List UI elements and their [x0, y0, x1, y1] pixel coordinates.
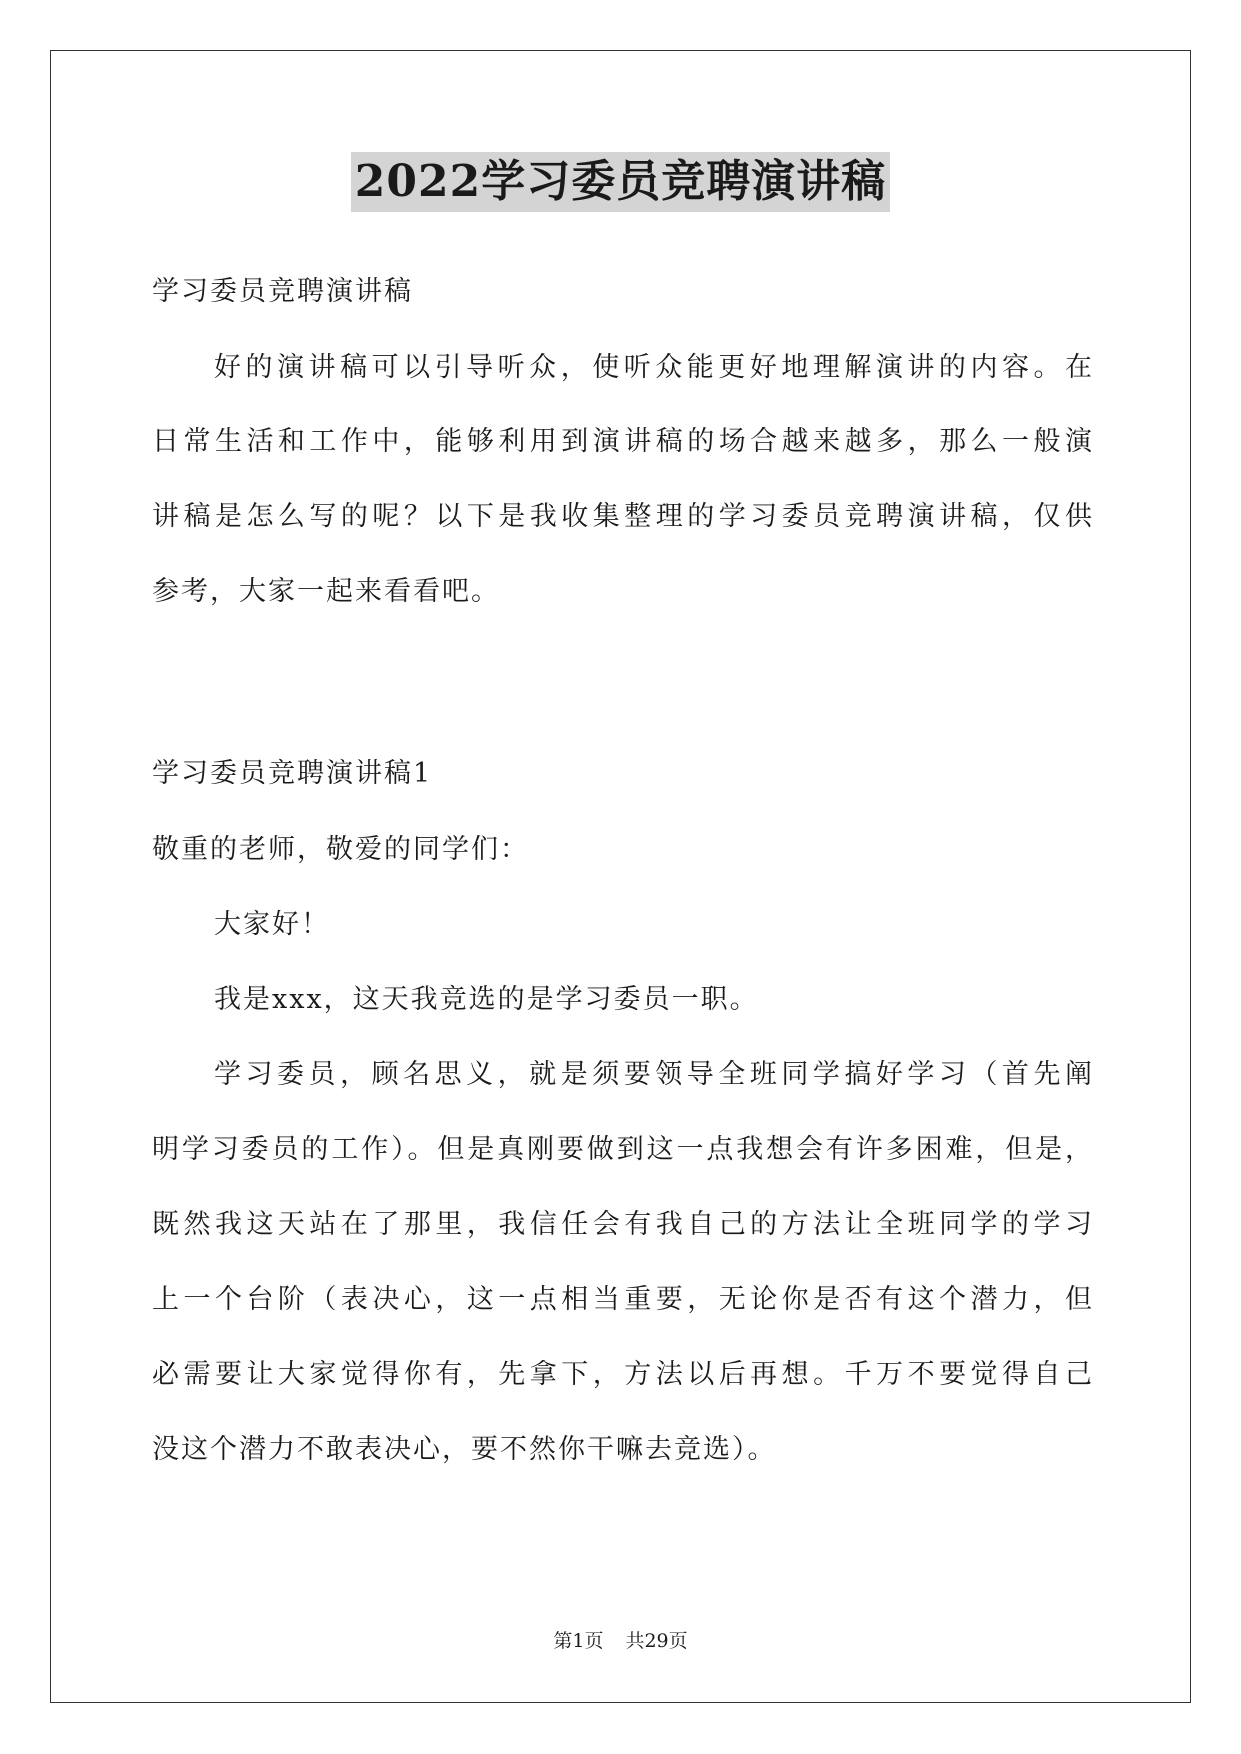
section-heading: 学习委员竞聘演讲稿: [152, 276, 413, 307]
section-heading: 学习委员竞聘演讲稿1: [152, 758, 433, 789]
page-footer: [0, 1628, 1241, 1654]
total-pages: 共29页: [625, 1630, 688, 1652]
paragraph-line: 日常生活和工作中，能够利用到演讲稿的场合越来越多，那么一般演: [152, 426, 1092, 457]
document-title: 2022学习委员竞聘演讲稿: [351, 152, 890, 212]
paragraph-line: 我是xxx，这天我竞选的是学习委员一职。: [214, 984, 759, 1015]
paragraph-line: 参考，大家一起来看看吧。: [152, 576, 500, 607]
paragraph-line: 好的演讲稿可以引导听众，使听众能更好地理解演讲的内容。在: [214, 352, 1092, 383]
paragraph-line: 既然我这天站在了那里，我信任会有我自己的方法让全班同学的学习: [152, 1209, 1092, 1240]
greeting: 大家好！: [214, 909, 330, 940]
paragraph-line: 没这个潜力不敢表决心，要不然你干嘛去竞选）。: [152, 1434, 777, 1465]
paragraph-line: 必需要让大家觉得你有，先拿下，方法以后再想。千万不要觉得自己: [152, 1359, 1092, 1390]
paragraph-line: 学习委员，顾名思义，就是须要领导全班同学搞好学习（首先阐: [214, 1059, 1092, 1090]
paragraph-line: 讲稿是怎么写的呢？以下是我收集整理的学习委员竞聘演讲稿，仅供: [152, 501, 1092, 532]
paragraph-line: 明学习委员的工作）。但是真刚要做到这一点我想会有许多困难，但是，: [152, 1134, 1092, 1165]
title-block: [0, 152, 1241, 212]
paragraph-line: 上一个台阶（表决心，这一点相当重要，无论你是否有这个潜力，但: [152, 1284, 1092, 1315]
current-page: 第1页: [553, 1630, 604, 1652]
salutation: 敬重的老师，敬爱的同学们：: [152, 834, 529, 865]
